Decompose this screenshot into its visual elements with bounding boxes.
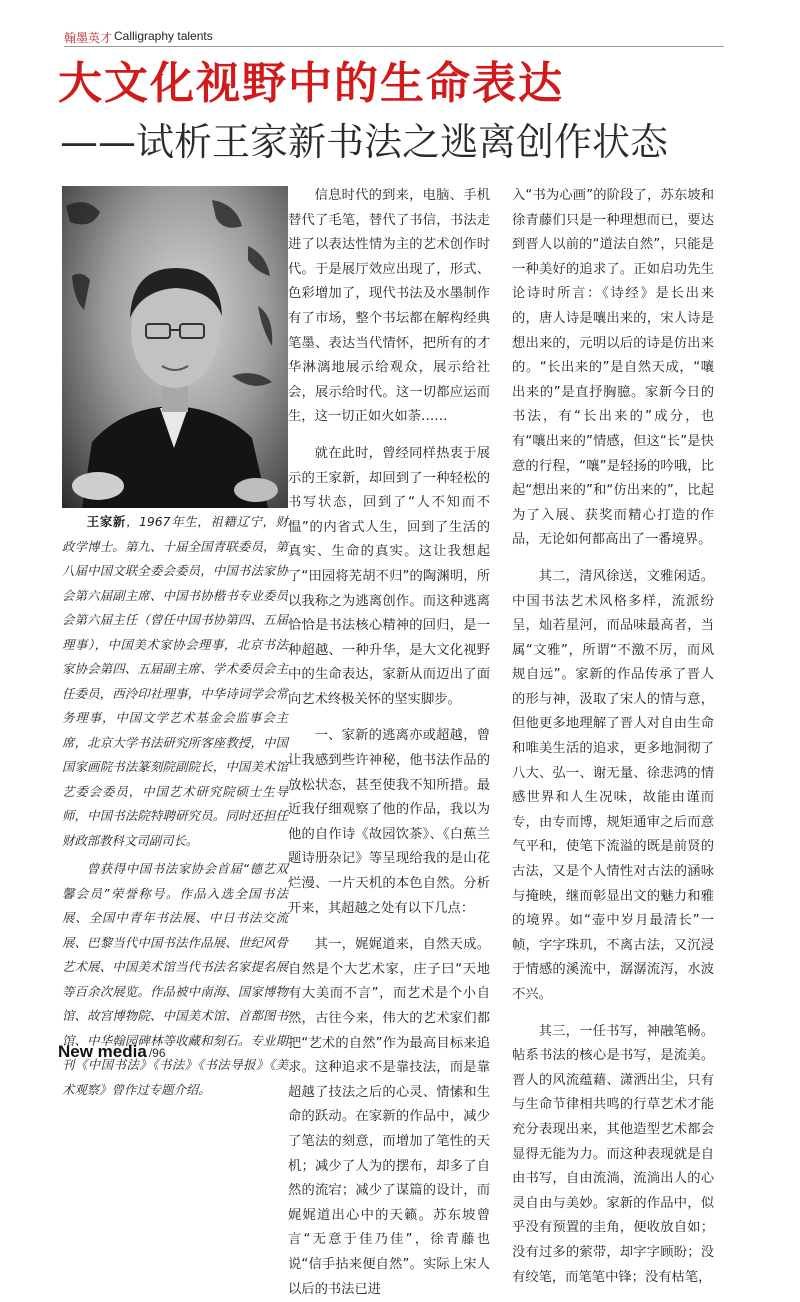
- page-number: /96: [148, 1046, 166, 1060]
- paragraph: 其二，清风徐送，文雅闲适。中国书法艺术风格多样，流派纷呈，灿若星河，而品味最高者，当属“文雅”，所谓“不激不厉，而风规自远”。家新的作品传承了晋人的形与神，汲取了宋人的情与意，但他更多地理解了晋人对自由生命和唯美生活的追求，更多地洞彻了八大、弘一、谢无量、徐悲鸿的情感世界和人生况味，故能由谨而专，由专而博，规矩通审之后而意气平和，使笔下流溢的既是前贤的古法，又是个人情性对古法的涵咏与掩映，继而彰显出文的魅力和雅的境界。如“壶中岁月最清长”一帧，字字珠玑，不离古法，又沉浸于情感的溪流中，潺潺流泻，水波不兴。: [512, 568, 714, 1002]
- author-caption: [62, 510, 288, 1102]
- section-label-en: Calligraphy talents: [114, 29, 213, 43]
- page-footer: [58, 1042, 166, 1066]
- article-subtitle: ——试析王家新书法之逃离创作状态: [60, 120, 669, 164]
- paragraph: 其一，娓娓道来，自然天成。自然是个大艺术家，庄子曰“天地有大美而不言”，而艺术是个小自然，古往今来，伟大的艺术家们都把“艺术的自然”作为最高目标来追求。这种追求不是靠技法，而是靠超越了技法之后的心灵、情愫和生命的跃动。在家新的作品中，减少了笔法的刻意，而增加了笔性的天机；减少了人为的摆布，却多了自然的流宕；减少了谋篇的设计，而娓娓道出心中的天籁。苏东坡曾言“无意于佳乃佳”，徐青藤也说“信手拈来便自然”。实际上宋人以后的书法已进: [288, 937, 490, 1297]
- paragraph: 入“书为心画”的阶段了，苏东坡和徐青藤们只是一种理想而已，要达到晋人以前的“道法自然”，只能是一种美好的追求了。正如启功先生论诗时所言：《诗经》是长出来的，唐人诗是嚷出来的，宋人诗是想出来的，元明以后的诗是仿出来的。“长出来的”是自然天成，“嚷出来的”是直抒胸臆。家新今日的书法，有“长出来的”成分，也有“嚷出来的”情感，但这“长”是快意的行程，“嚷”是轻扬的吟哦，比起“想出来的”和“仿出来的”，比起为了入展、获奖而精心打造的作品，无论如何都高出了一番境界。: [512, 188, 714, 548]
- paragraph: 就在此时，曾经同样热衷于展示的王家新，却回到了一种轻松的书写状态，回到了“人不知而不愠”的内省式人生，回到了生活的真实、生命的真实。这让我想起了“田园将芜胡不归”的陶渊明，所以我称之为逃离创作。而这种逃离恰恰是书法核心精神的回归，是一种超越、一种升华，是大文化视野中的生命表达，家新从而迈出了面向艺术终极关怀的坚实脚步。: [288, 445, 490, 707]
- author-bio: [62, 510, 288, 853]
- paragraph: 其三，一任书写，神融笔畅。帖系书法的核心是书写，是流美。晋人的风流蕴藉、潇洒出尘，只有与生命节律相共鸣的行草艺术才能充分表现出来，其他造型艺术都会显得无能为力。而这种表现就是自由书写，自由流淌，流淌出人的心灵自由与美妙。家新的作品中，似乎没有预置的圭角，便收放自如；没有过多的萦带，却字字顾盼；没有绞笔，而笔笔中锋；没有枯笔，: [512, 1023, 714, 1285]
- article-column-2: [512, 184, 714, 1290]
- magazine-brand: New media: [58, 1042, 147, 1061]
- paragraph: 信息时代的到来，电脑、手机替代了毛笔，替代了书信，书法走进了以表达性情为主的艺术创作时代。于是展厅效应出现了，形式、色彩增加了，现代书法及水墨制作有了市场，整个书坛都在解构经典笔墨、表达当代情怀，把所有的才华淋漓地展示给观众，展示给社会，展示给时代。这一切都应运而生，这一切正如火如荼……: [288, 188, 490, 425]
- article-title: 大文化视野中的生命表达: [58, 58, 564, 109]
- author-bio-text: ，1967年生，祖籍辽宁，财政学博士。第九、十届全国青联委员，第八届中国文联全委会委员，中国书法家协会第六届副主席、中国书协楷书专业委员会第六届主任（曾任中国书协第四、五届理事），中国美术家协会理事，北京书法家协会第四、五届副主席、学术委员会主任委员，西泠印社理事，中华诗词学会常务理事，中国文学艺术基金会监事会主席，北京大学书法研究所客座教授，中国国家画院书法篆刻院副院长，中国美术馆艺委会委员，中国艺术研究院硕士生导师，中国书法院特聘研究员。同时还担任财政部教科文司副司长。: [62, 514, 288, 848]
- article-column-1: [288, 184, 490, 1302]
- author-honors: 曾获得中国书法家协会首届“德艺双馨会员”荣誉称号。作品入选全国书法展、全国中青年书法展、中日书法交流展、巴黎当代中国书法作品展、世纪风骨艺术展、中国美术馆当代书法名家提名展等百余次展览。作品被中南海、国家博物馆、故宫博物院、中国美术馆、首都图书馆、中华翰园碑林等收藏和刻石。专业期刊《中国书法》《书法》《书法导报》《美术观察》曾作过专题介绍。: [62, 861, 288, 1097]
- portrait-photo: [62, 186, 288, 508]
- header-divider: [64, 46, 724, 47]
- section-label-cn: 翰墨英才: [64, 31, 113, 45]
- paragraph: 一、家新的逃离亦或超越，曾让我感到些许神秘，他书法作品的放松状态，甚至使我不知所措。最近我仔细观察了他的作品，我以为他的自作诗《故园饮茶》、《白蕉兰题诗册杂记》等呈现给我的是山花烂漫、一片天机的本色自然。分析开来，其超越之处有以下几点：: [288, 728, 490, 916]
- section-header: [64, 28, 724, 46]
- portrait-illustration: [62, 186, 288, 508]
- author-name: 王家新: [86, 514, 126, 529]
